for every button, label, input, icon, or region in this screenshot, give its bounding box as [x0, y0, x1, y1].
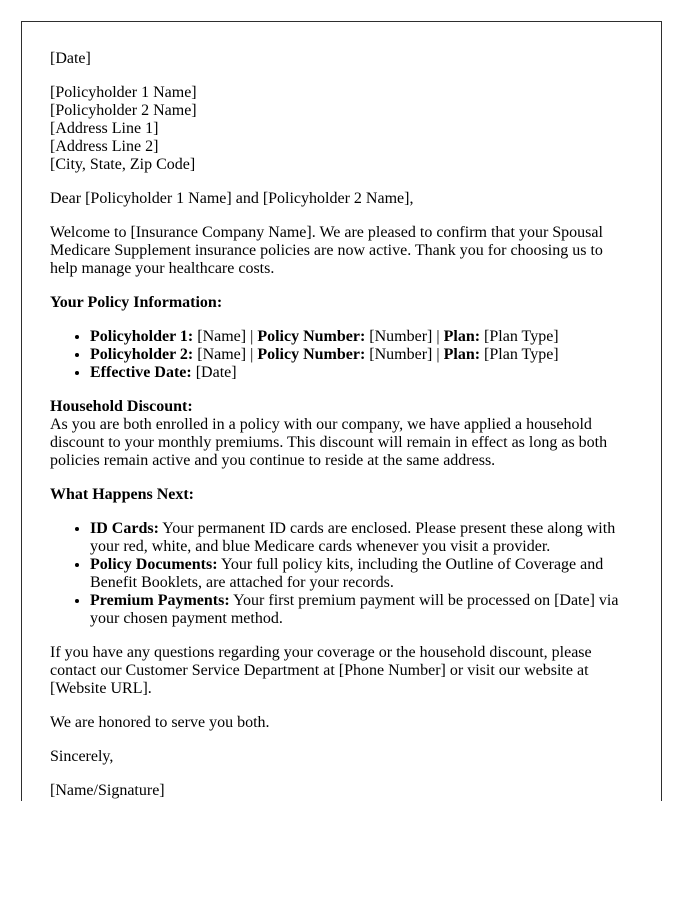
- policy-item-1-plan: [Plan Type]: [480, 328, 559, 345]
- address-line-1: [Address Line 1]: [50, 120, 159, 137]
- household-discount-heading: Household Discount:: [50, 398, 193, 415]
- signature-placeholder: [Name/Signature]: [50, 782, 165, 799]
- next-steps-heading: What Happens Next:: [50, 486, 195, 503]
- policy-item-1-plan-label: Plan:: [443, 328, 481, 345]
- policy-item-holder-2: [90, 346, 633, 364]
- policy-item-2-name: [Name] |: [193, 346, 258, 363]
- questions-paragraph: If you have any questions regarding your coverage or the household discount, please contact our Customer Service Department at [Phone Number] or visit our website at [Website URL].: [50, 644, 592, 697]
- policy-item-1-label: Policyholder 1:: [90, 328, 194, 345]
- premium-payments-label: Premium Payments:: [90, 592, 230, 609]
- policy-documents-label: Policy Documents:: [90, 556, 218, 573]
- household-discount-body: As you are both enrolled in a policy with our company, we have applied a household discount to your monthly premiums. This discount will remain in effect as long as both policies remain active and you continue to reside at the same address.: [50, 416, 608, 469]
- policy-item-2-plan: [Plan Type]: [480, 346, 559, 363]
- policy-item-1-number: [Number] |: [365, 328, 444, 345]
- gratitude-line: We are honored to serve you both.: [50, 714, 270, 731]
- household-discount-paragraph: [50, 398, 633, 470]
- next-step-policy-documents: [90, 556, 633, 592]
- effective-date-label: Effective Date:: [90, 364, 192, 381]
- address-line-2: [Address Line 2]: [50, 138, 159, 155]
- policy-info-heading: Your Policy Information:: [50, 294, 223, 311]
- recipient-name-1: [Policyholder 1 Name]: [50, 84, 197, 101]
- policy-item-2-number: [Number] |: [365, 346, 444, 363]
- salutation: Dear [Policyholder 1 Name] and [Policyholder 2 Name],: [50, 190, 414, 207]
- letter-page: [21, 21, 662, 801]
- policy-info-list: [50, 328, 633, 382]
- policy-item-1-name: [Name] |: [193, 328, 258, 345]
- next-steps-list: [50, 520, 633, 628]
- next-step-premium-payments: [90, 592, 633, 628]
- premium-payments-text: Your first premium payment will be processed on [Date] via your chosen payment method.: [90, 592, 619, 627]
- id-cards-label: ID Cards:: [90, 520, 159, 537]
- address-city-state-zip: [City, State, Zip Code]: [50, 156, 196, 173]
- date-line: [Date]: [50, 50, 91, 67]
- recipient-name-2: [Policyholder 2 Name]: [50, 102, 197, 119]
- effective-date-value: [Date]: [191, 364, 237, 381]
- policy-item-1-number-label: Policy Number:: [257, 328, 366, 345]
- next-step-id-cards: [90, 520, 633, 556]
- policy-item-effective-date: [90, 364, 633, 382]
- recipient-address-block: [50, 84, 633, 174]
- policy-item-2-plan-label: Plan:: [443, 346, 481, 363]
- policy-documents-text: Your full policy kits, including the Outline of Coverage and Benefit Booklets, are attached for your records.: [90, 556, 604, 591]
- policy-item-2-number-label: Policy Number:: [257, 346, 366, 363]
- intro-paragraph: Welcome to [Insurance Company Name]. We are pleased to confirm that your Spousal Medicare Supplement insurance policies are now active. Thank you for choosing us to help manage your healthcare costs.: [50, 224, 603, 277]
- id-cards-text: Your permanent ID cards are enclosed. Please present these along with your red, white, and blue Medicare cards whenever you visit a provider.: [90, 520, 616, 555]
- signoff-line: Sincerely,: [50, 748, 114, 765]
- policy-item-2-label: Policyholder 2:: [90, 346, 194, 363]
- policy-item-holder-1: [90, 328, 633, 346]
